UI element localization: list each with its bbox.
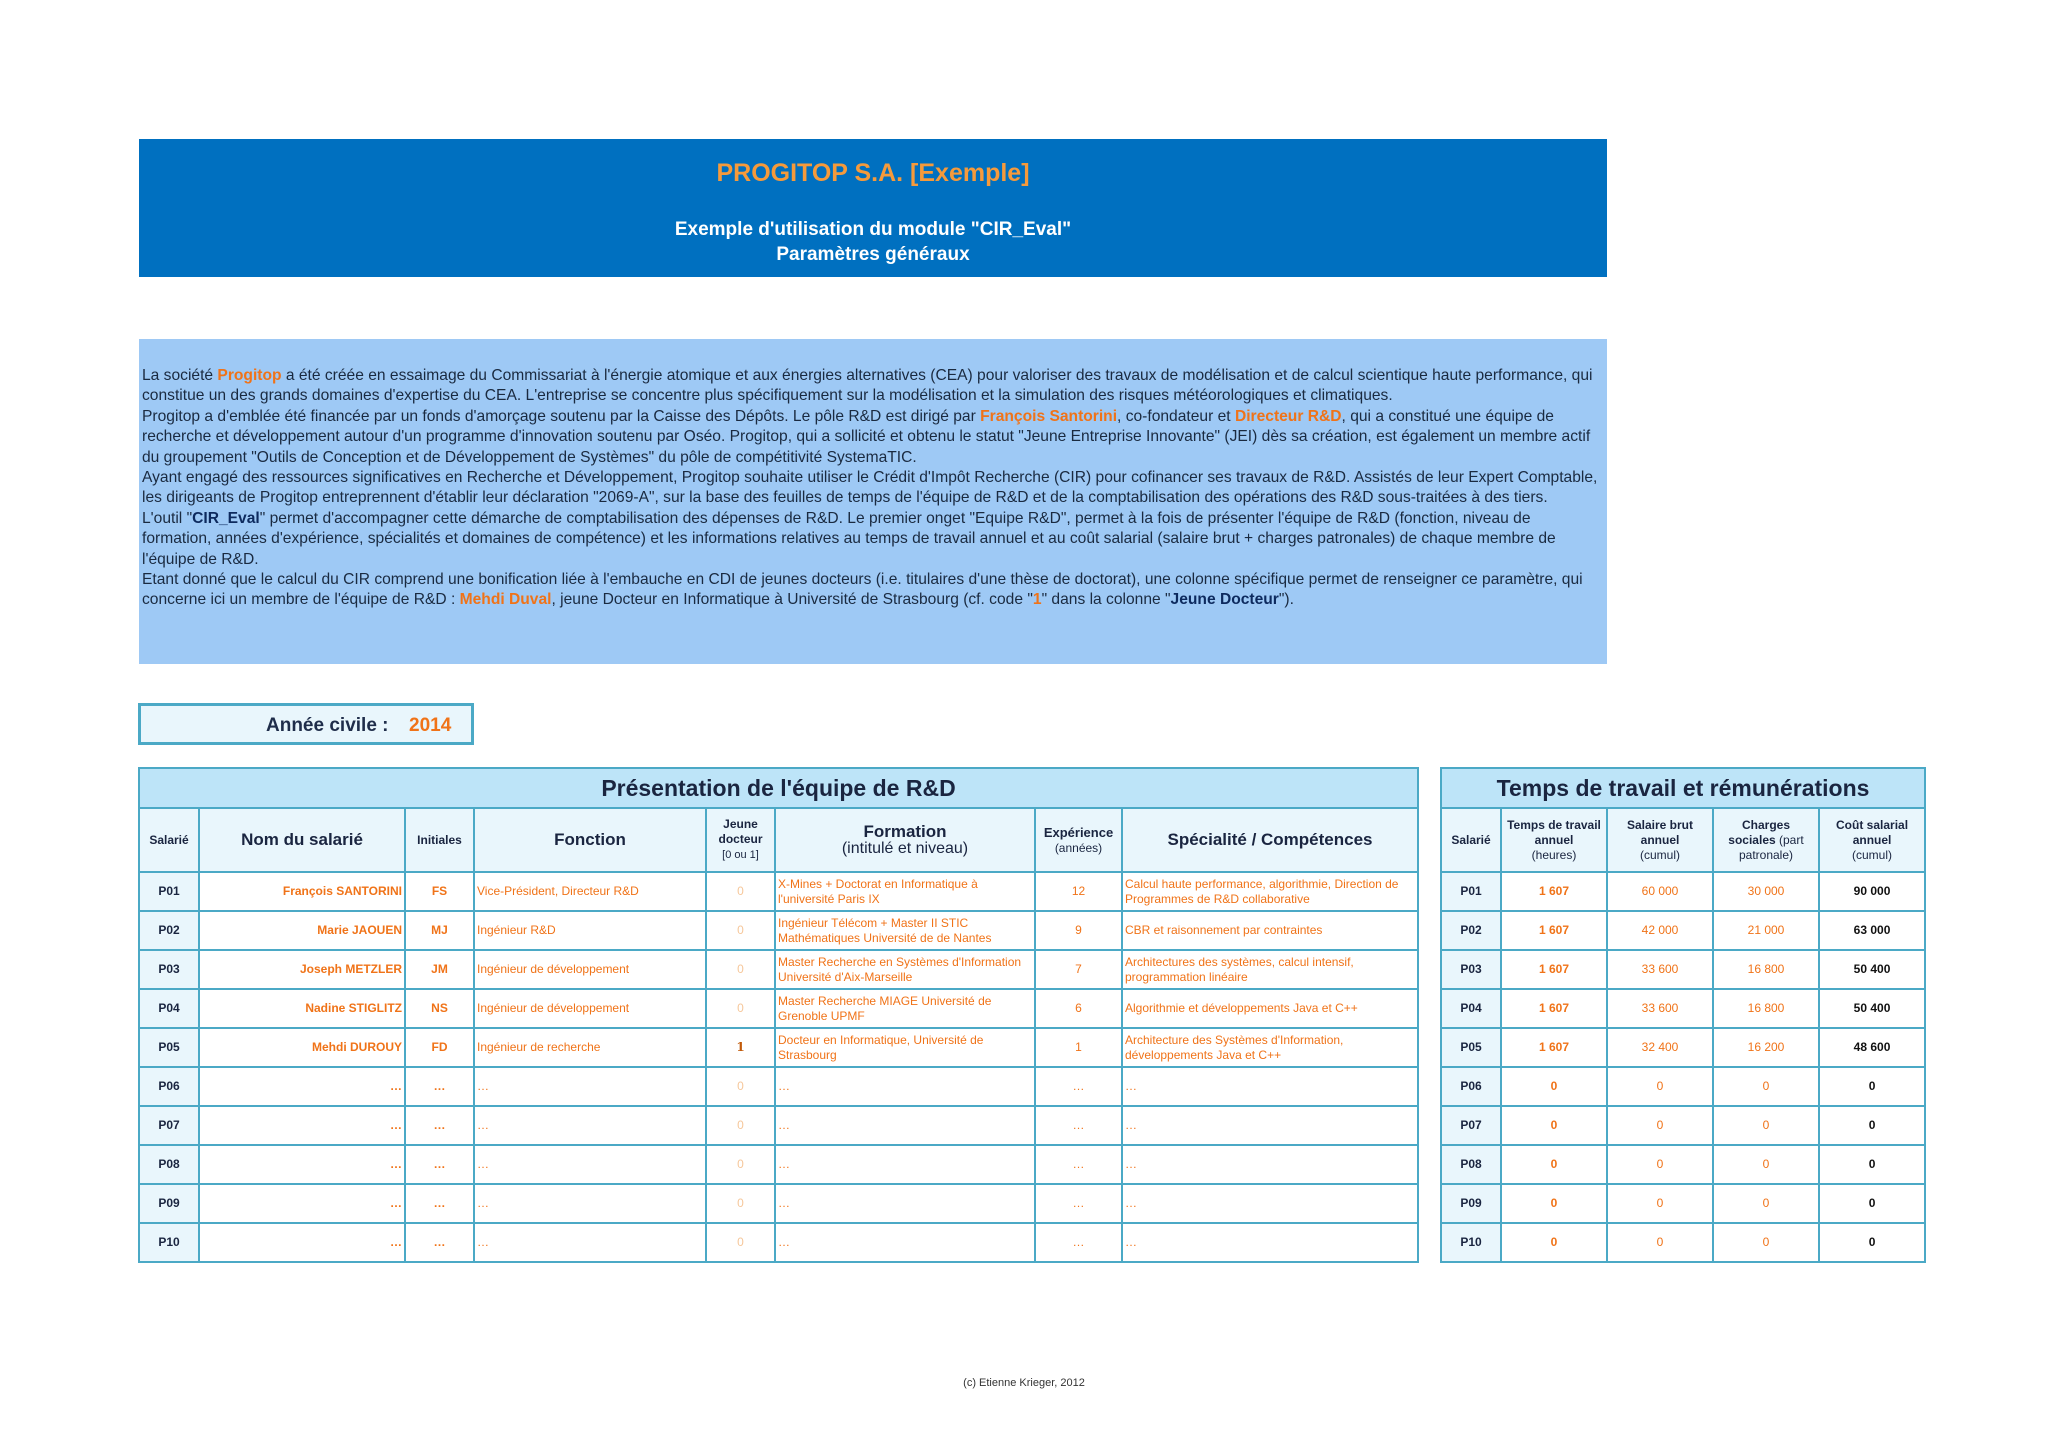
- specialty-cell[interactable]: …: [1122, 1106, 1418, 1145]
- annual-hours-cell[interactable]: 0: [1501, 1223, 1607, 1262]
- annual-hours-cell[interactable]: 1 607: [1501, 1028, 1607, 1067]
- specialty-cell[interactable]: Architecture des Systèmes d'Information, développements Java et C++: [1122, 1028, 1418, 1067]
- gross-salary-cell[interactable]: 60 000: [1607, 872, 1713, 911]
- pay-table-row: [1441, 1145, 1925, 1184]
- col-header-experience: Expérience (années): [1035, 808, 1122, 872]
- young-doctor-cell[interactable]: 1: [706, 1028, 775, 1067]
- experience-cell[interactable]: 9: [1035, 911, 1122, 950]
- team-table-row: [139, 1223, 1418, 1262]
- function-cell[interactable]: Ingénieur R&D: [474, 911, 706, 950]
- team-table-row: [139, 911, 1418, 950]
- experience-cell[interactable]: …: [1035, 1223, 1122, 1262]
- intro-paragraph-5: Etant donné que le calcul du CIR comprend une bonification liée à l'embauche en CDI de jeunes docteurs (i.e. titulaires d'une thèse de doctorat), une colonne spécifique permet de renseigner ce paramètre, qui concerne ici un membre de l'équipe de R&D : Mehdi Duval, jeune Docteur en Informatique à Université de Strasbourg (cf. code "1" dans la colonne "Jeune Docteur").: [142, 571, 1583, 609]
- function-cell[interactable]: Ingénieur de recherche: [474, 1028, 706, 1067]
- young-doctor-cell[interactable]: 0: [706, 1223, 775, 1262]
- col-header-employee: Salarié: [1441, 808, 1501, 872]
- intro-paragraph-4: L'outil "CIR_Eval" permet d'accompagner cette démarche de comptabilisation des dépenses de R&D. Le premier onget "Equipe R&D", permet à la fois de présenter l'équipe de R&D (fonction, niveau de formation, années d'expérience, spécialités et domaines de compétence) et les informations relatives au temps de travail annuel et au coût salarial (salaire brut + charges patronales) de chaque membre de l'équipe de R&D.: [142, 509, 1556, 568]
- col-header-specialty: Spécialité / Compétences: [1122, 808, 1418, 872]
- salary-cost-cell: 90 000: [1819, 872, 1925, 911]
- col-header-young-doctor: Jeune docteur [0 ou 1]: [706, 808, 775, 872]
- employee-id-cell: P08: [139, 1145, 199, 1184]
- employee-id-cell: P10: [1441, 1223, 1501, 1262]
- pay-table-caption: Temps de travail et rémunérations: [1441, 768, 1925, 808]
- function-cell[interactable]: …: [474, 1067, 706, 1106]
- salary-cost-cell: 48 600: [1819, 1028, 1925, 1067]
- young-doctor-name-highlight: Mehdi Duval: [459, 591, 552, 609]
- salary-cost-cell: 0: [1819, 1223, 1925, 1262]
- employee-name-cell[interactable]: …: [199, 1184, 405, 1223]
- employee-id-cell: P09: [1441, 1184, 1501, 1223]
- employee-name-cell[interactable]: …: [199, 1067, 405, 1106]
- copyright-footer: (c) Etienne Krieger, 2012: [963, 1377, 1085, 1389]
- gross-salary-cell[interactable]: 0: [1607, 1145, 1713, 1184]
- experience-cell[interactable]: 1: [1035, 1028, 1122, 1067]
- salary-cost-cell: 50 400: [1819, 989, 1925, 1028]
- function-cell[interactable]: Ingénieur de développement: [474, 989, 706, 1028]
- annual-hours-cell[interactable]: 0: [1501, 1184, 1607, 1223]
- column-name-bold: Jeune Docteur: [1170, 591, 1279, 609]
- initials-cell[interactable]: …: [405, 1067, 474, 1106]
- annual-hours-cell[interactable]: 1 607: [1501, 872, 1607, 911]
- function-cell[interactable]: …: [474, 1184, 706, 1223]
- social-charges-cell[interactable]: 30 000: [1713, 872, 1819, 911]
- experience-cell[interactable]: …: [1035, 1145, 1122, 1184]
- col-header-salary-cost: Coût salarial annuel (cumul): [1819, 808, 1925, 872]
- formation-cell[interactable]: X-Mines + Doctorat en Informatique à l'université Paris IX: [775, 872, 1035, 911]
- formation-cell[interactable]: …: [775, 1145, 1035, 1184]
- social-charges-cell[interactable]: 16 800: [1713, 989, 1819, 1028]
- employee-id-cell: P08: [1441, 1145, 1501, 1184]
- team-table-row: [139, 1106, 1418, 1145]
- intro-paragraph-2: Progitop a d'emblée été financée par un fonds d'amorçage soutenu par la Caisse des Dépôts. Le pôle R&D est dirigé par François Santorini, co-fondateur et Directeur R&D, qui a constitué une équipe de recherche et développement autour d'un programme d'innovation soutenu par Oséo. Progitop, qui a sollicité et obtenu le statut "Jeune Entreprise Innovante" (JEI) dès sa création, est également un membre actif du groupement "Outils de Conception et de Développement de Systèmes" du pôle de compétitivité SystemaTIC.: [142, 407, 1591, 466]
- employee-id-cell: P06: [139, 1067, 199, 1106]
- social-charges-cell[interactable]: 16 200: [1713, 1028, 1819, 1067]
- pay-table-row: [1441, 1067, 1925, 1106]
- salary-cost-cell: 0: [1819, 1067, 1925, 1106]
- formation-cell[interactable]: …: [775, 1223, 1035, 1262]
- gross-salary-cell[interactable]: 33 600: [1607, 989, 1713, 1028]
- team-table-caption: Présentation de l'équipe de R&D: [139, 768, 1418, 808]
- initials-cell[interactable]: …: [405, 1106, 474, 1145]
- team-table-row: [139, 989, 1418, 1028]
- employee-name-cell[interactable]: Mehdi DUROUY: [199, 1028, 405, 1067]
- formation-cell[interactable]: …: [775, 1184, 1035, 1223]
- col-header-function: Fonction: [474, 808, 706, 872]
- specialty-cell[interactable]: Calcul haute performance, algorithmie, Direction de Programmes de R&D collaborative: [1122, 872, 1418, 911]
- col-header-social-charges: Charges sociales (part patronale): [1713, 808, 1819, 872]
- year-box: [138, 703, 474, 745]
- gross-salary-cell[interactable]: 33 600: [1607, 950, 1713, 989]
- specialty-cell[interactable]: Architectures des systèmes, calcul intensif, programmation linéaire: [1122, 950, 1418, 989]
- team-table-row: [139, 1145, 1418, 1184]
- young-doctor-cell[interactable]: 0: [706, 872, 775, 911]
- gross-salary-cell[interactable]: 0: [1607, 1223, 1713, 1262]
- social-charges-cell[interactable]: 16 800: [1713, 950, 1819, 989]
- year-label: Année civile :: [266, 715, 389, 736]
- social-charges-cell[interactable]: 0: [1713, 1145, 1819, 1184]
- young-doctor-cell[interactable]: 0: [706, 1184, 775, 1223]
- annual-hours-cell[interactable]: 1 607: [1501, 950, 1607, 989]
- col-header-hours: Temps de travail annuel (heures): [1501, 808, 1607, 872]
- pay-table-row: [1441, 911, 1925, 950]
- social-charges-cell[interactable]: 0: [1713, 1067, 1819, 1106]
- employee-id-cell: P01: [1441, 872, 1501, 911]
- employee-id-cell: P05: [139, 1028, 199, 1067]
- director-name-highlight: François Santorini: [980, 407, 1118, 425]
- section-subtitle: Paramètres généraux: [776, 244, 970, 265]
- annual-hours-cell[interactable]: 0: [1501, 1106, 1607, 1145]
- function-cell[interactable]: …: [474, 1145, 706, 1184]
- col-header-initials: Initiales: [405, 808, 474, 872]
- experience-cell[interactable]: …: [1035, 1106, 1122, 1145]
- header-banner: [139, 139, 1607, 277]
- employee-id-cell: P03: [139, 950, 199, 989]
- initials-cell[interactable]: …: [405, 1184, 474, 1223]
- gross-salary-cell[interactable]: 0: [1607, 1106, 1713, 1145]
- employee-name-cell[interactable]: …: [199, 1223, 405, 1262]
- intro-text-box: [139, 339, 1607, 664]
- salary-cost-cell: 0: [1819, 1184, 1925, 1223]
- pay-table-row: [1441, 872, 1925, 911]
- experience-cell[interactable]: …: [1035, 1184, 1122, 1223]
- formation-cell[interactable]: Master Recherche MIAGE Université de Grenoble UPMF: [775, 989, 1035, 1028]
- pay-table-row: [1441, 1223, 1925, 1262]
- specialty-cell[interactable]: CBR et raisonnement par contraintes: [1122, 911, 1418, 950]
- salary-cost-cell: 0: [1819, 1145, 1925, 1184]
- team-table: [138, 767, 1419, 1263]
- employee-name-cell[interactable]: Joseph METZLER: [199, 950, 405, 989]
- company-name-highlight: Progitop: [217, 367, 282, 384]
- annual-hours-cell[interactable]: 0: [1501, 1145, 1607, 1184]
- initials-cell[interactable]: MJ: [405, 911, 474, 950]
- formation-cell[interactable]: Docteur en Informatique, Université de Strasbourg: [775, 1028, 1035, 1067]
- function-cell[interactable]: …: [474, 1223, 706, 1262]
- annual-hours-cell[interactable]: 0: [1501, 1067, 1607, 1106]
- social-charges-cell[interactable]: 0: [1713, 1184, 1819, 1223]
- gross-salary-cell[interactable]: 0: [1607, 1067, 1713, 1106]
- specialty-cell[interactable]: …: [1122, 1223, 1418, 1262]
- year-value[interactable]: 2014: [409, 715, 452, 736]
- employee-id-cell: P01: [139, 872, 199, 911]
- social-charges-cell[interactable]: 0: [1713, 1106, 1819, 1145]
- pay-table-row: [1441, 1028, 1925, 1067]
- team-table-row: [139, 950, 1418, 989]
- module-subtitle: Exemple d'utilisation du module "CIR_Eval": [674, 219, 1072, 240]
- young-doctor-cell[interactable]: 0: [706, 1145, 775, 1184]
- initials-cell[interactable]: …: [405, 1145, 474, 1184]
- team-table-row: [139, 872, 1418, 911]
- social-charges-cell[interactable]: 21 000: [1713, 911, 1819, 950]
- gross-salary-cell[interactable]: 32 400: [1607, 1028, 1713, 1067]
- formation-cell[interactable]: Ingénieur Télécom + Master II STIC Mathématiques Université de de Nantes: [775, 911, 1035, 950]
- employee-name-cell[interactable]: François SANTORINI: [199, 872, 405, 911]
- initials-cell[interactable]: JM: [405, 950, 474, 989]
- formation-cell[interactable]: …: [775, 1067, 1035, 1106]
- experience-cell[interactable]: …: [1035, 1067, 1122, 1106]
- initials-cell[interactable]: FD: [405, 1028, 474, 1067]
- specialty-cell[interactable]: …: [1122, 1067, 1418, 1106]
- pay-table-row: [1441, 989, 1925, 1028]
- salary-cost-cell: 63 000: [1819, 911, 1925, 950]
- employee-id-cell: P04: [139, 989, 199, 1028]
- pay-table-row: [1441, 950, 1925, 989]
- employee-id-cell: P03: [1441, 950, 1501, 989]
- employee-name-cell[interactable]: …: [199, 1106, 405, 1145]
- initials-cell[interactable]: NS: [405, 989, 474, 1028]
- young-doctor-cell[interactable]: 0: [706, 1106, 775, 1145]
- col-header-employee: Salarié: [139, 808, 199, 872]
- young-doctor-cell[interactable]: 0: [706, 911, 775, 950]
- col-header-formation: Formation (intitulé et niveau): [775, 808, 1035, 872]
- company-title: PROGITOP S.A. [Exemple]: [716, 159, 1030, 187]
- employee-id-cell: P09: [139, 1184, 199, 1223]
- intro-paragraph-1: La société Progitop a été créée en essaimage du Commissariat à l'énergie atomique et aux énergies alternatives (CEA) pour valoriser des travaux de modélisation et de calcul scientique haute performance, qui constitue un des grands domaines d'expertise du CEA. L'entreprise se concentre plus spécifiquement sur la modélisation et la simulation des risques météorologiques et climatiques.: [142, 367, 1593, 405]
- col-header-name: Nom du salarié: [199, 808, 405, 872]
- pay-table-row: [1441, 1184, 1925, 1223]
- employee-id-cell: P07: [139, 1106, 199, 1145]
- employee-id-cell: P10: [139, 1223, 199, 1262]
- employee-id-cell: P02: [1441, 911, 1501, 950]
- specialty-cell[interactable]: …: [1122, 1184, 1418, 1223]
- pay-table: [1440, 767, 1926, 1263]
- young-doctor-cell[interactable]: 0: [706, 950, 775, 989]
- employee-id-cell: P06: [1441, 1067, 1501, 1106]
- employee-id-cell: P04: [1441, 989, 1501, 1028]
- experience-cell[interactable]: 7: [1035, 950, 1122, 989]
- code-highlight: 1: [1032, 591, 1042, 609]
- intro-paragraph-3: Ayant engagé des ressources significatives en Recherche et Développement, Progitop souhaite utiliser le Crédit d'Impôt Recherche (CIR) pour cofinancer ses travaux de R&D. Assistés de leur Expert Comptable, les dirigeants de Progitop entreprennent d'établir leur déclaration "2069-A", sur la base des feuilles de temps de l'équipe de R&D et de la comptabilisation des opérations des R&D sous-traitées à des tiers.: [142, 469, 1598, 507]
- formation-cell[interactable]: …: [775, 1106, 1035, 1145]
- salary-cost-cell: 50 400: [1819, 950, 1925, 989]
- social-charges-cell[interactable]: 0: [1713, 1223, 1819, 1262]
- team-table-row: [139, 1184, 1418, 1223]
- young-doctor-cell[interactable]: 0: [706, 1067, 775, 1106]
- gross-salary-cell[interactable]: 0: [1607, 1184, 1713, 1223]
- employee-id-cell: P05: [1441, 1028, 1501, 1067]
- employee-name-cell[interactable]: Nadine STIGLITZ: [199, 989, 405, 1028]
- initials-cell[interactable]: FS: [405, 872, 474, 911]
- employee-id-cell: P02: [139, 911, 199, 950]
- salary-cost-cell: 0: [1819, 1106, 1925, 1145]
- employee-name-cell[interactable]: Marie JAOUEN: [199, 911, 405, 950]
- experience-cell[interactable]: 12: [1035, 872, 1122, 911]
- pay-table-row: [1441, 1106, 1925, 1145]
- function-cell[interactable]: …: [474, 1106, 706, 1145]
- formation-cell[interactable]: Master Recherche en Systèmes d'Information Université d'Aix-Marseille: [775, 950, 1035, 989]
- tool-name-bold: CIR_Eval: [192, 509, 260, 527]
- col-header-gross-salary: Salaire brut annuel (cumul): [1607, 808, 1713, 872]
- annual-hours-cell[interactable]: 1 607: [1501, 911, 1607, 950]
- function-cell[interactable]: Vice-Président, Directeur R&D: [474, 872, 706, 911]
- specialty-cell[interactable]: …: [1122, 1145, 1418, 1184]
- young-doctor-cell[interactable]: 0: [706, 989, 775, 1028]
- specialty-cell[interactable]: Algorithmie et développements Java et C++: [1122, 989, 1418, 1028]
- team-table-row: [139, 1028, 1418, 1067]
- gross-salary-cell[interactable]: 42 000: [1607, 911, 1713, 950]
- annual-hours-cell[interactable]: 1 607: [1501, 989, 1607, 1028]
- employee-name-cell[interactable]: …: [199, 1145, 405, 1184]
- employee-id-cell: P07: [1441, 1106, 1501, 1145]
- initials-cell[interactable]: …: [405, 1223, 474, 1262]
- team-table-row: [139, 1067, 1418, 1106]
- experience-cell[interactable]: 6: [1035, 989, 1122, 1028]
- function-cell[interactable]: Ingénieur de développement: [474, 950, 706, 989]
- director-role-highlight: Directeur R&D: [1234, 407, 1342, 425]
